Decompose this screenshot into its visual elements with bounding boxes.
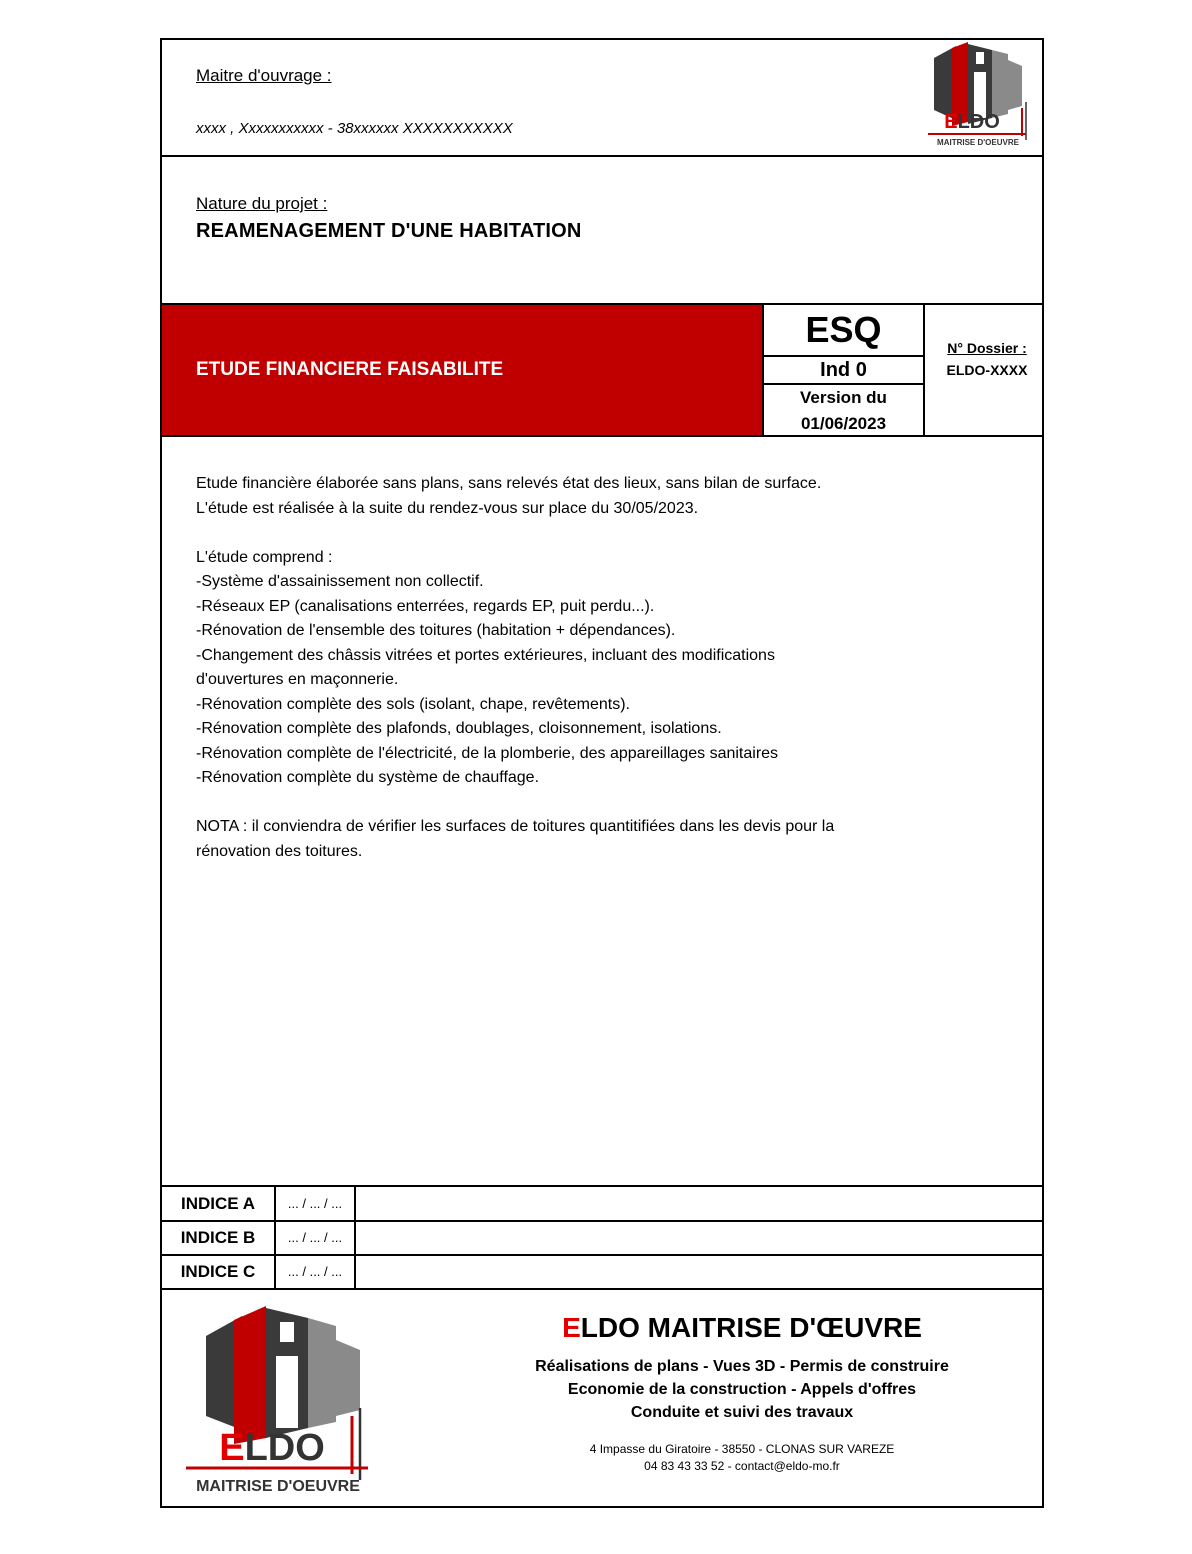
- divider: [162, 155, 1042, 157]
- eldo-logo-large: [182, 1298, 382, 1498]
- index-row-b: [162, 1221, 1042, 1255]
- list-item: -Rénovation complète des plafonds, doublages, cloisonnement, isolations.: [196, 720, 722, 737]
- index-row-label: INDICE C: [180, 1262, 256, 1281]
- index-row-notes: [356, 1255, 1042, 1289]
- company-name: [462, 1312, 1022, 1344]
- address: 4 Impasse du Giratoire - 38550 - CLONAS SUR VAREZE: [589, 1442, 895, 1456]
- index-row-date: ... / ... / ...: [274, 1255, 356, 1289]
- index-row-date: ... / ... / ...: [274, 1187, 356, 1221]
- tagline-line: Réalisations de plans - Vues 3D - Permis de construire: [535, 1358, 949, 1375]
- nature-label: Nature du projet :: [196, 194, 328, 213]
- index-row-label: INDICE B: [180, 1228, 256, 1247]
- dossier-label: N° Dossier :: [947, 340, 1027, 356]
- index-row-label: INDICE A: [181, 1194, 255, 1213]
- intro-line: Etude financière élaborée sans plans, sans relevés état des lieux, sans bilan de surface.: [196, 475, 822, 492]
- index-row-c: [162, 1255, 1042, 1289]
- list-item: -Réseaux EP (canalisations enterrées, regards EP, puit perdu...).: [196, 597, 655, 615]
- company-name-rest: LDO MAITRISE D'ŒUVRE: [580, 1312, 922, 1343]
- svg-text:ELDO: ELDO: [219, 1427, 325, 1469]
- logo-small-subtext: MAITRISE D'OEUVRE: [937, 138, 1019, 147]
- list-item: -Changement des châssis vitrées et portes extérieures, incluant des modifications: [196, 646, 775, 664]
- version-block: [764, 385, 923, 437]
- eldo-logo-small: [922, 42, 1032, 150]
- list-item: -Rénovation complète des sols (isolant, chape, revêtements).: [196, 695, 630, 713]
- version-date: 01/06/2023: [800, 414, 887, 433]
- owner-value: xxxx , Xxxxxxxxxxx - 38xxxxxx XXXXXXXXXXX: [196, 120, 513, 137]
- tagline-line: Conduite et suivi des travaux: [630, 1404, 854, 1421]
- document-frame: [160, 38, 1044, 1508]
- index-row-notes: [356, 1221, 1042, 1255]
- title-band: [162, 305, 762, 435]
- logo-large-subtext: MAITRISE D'OEUVRE: [196, 1478, 360, 1495]
- divider: [162, 435, 1042, 437]
- nota-line: NOTA : il conviendra de vérifier les surfaces de toitures quantitifiées dans les devis pour la: [196, 818, 835, 835]
- svg-text:ELDO: ELDO: [944, 111, 1000, 133]
- list-item: -Rénovation complète de l'électricité, de la plomberie, des appareillages sanitaires: [196, 744, 779, 762]
- intro-line: L'étude est réalisée à la suite du rendez-vous sur place du 30/05/2023.: [196, 499, 699, 517]
- list-item: -Système d'assainissement non collectif.: [196, 573, 484, 590]
- index-row-a: [162, 1187, 1042, 1221]
- tagline-line: Economie de la construction - Appels d'offres: [567, 1381, 917, 1398]
- nota-line: rénovation des toitures.: [196, 842, 363, 860]
- index-row-notes: [356, 1187, 1042, 1221]
- phase-box: [762, 305, 925, 437]
- dossier-value: ELDO-XXXX: [946, 362, 1028, 378]
- list-item: -Rénovation de l'ensemble des toitures (habitation + dépendances).: [196, 622, 676, 639]
- list-item: -Rénovation complète du système de chauffage.: [196, 769, 540, 786]
- company-name-accent: E: [562, 1312, 581, 1343]
- index-row-date: ... / ... / ...: [274, 1221, 356, 1255]
- study-title: ETUDE FINANCIERE FAISABILITE: [196, 359, 504, 380]
- phase-code: ESQ: [764, 305, 923, 357]
- list-item: d'ouvertures en maçonnerie.: [196, 671, 399, 688]
- study-description: [196, 472, 996, 864]
- index-label: Ind 0: [764, 357, 923, 385]
- divider: [162, 1288, 1042, 1290]
- includes-label: L'étude comprend :: [196, 548, 333, 566]
- owner-label: Maitre d'ouvrage :: [196, 66, 332, 85]
- contact-info: 04 83 43 33 52 - contact@eldo-mo.fr: [644, 1459, 840, 1473]
- version-label: Version du: [800, 388, 887, 407]
- nature-value: REAMENAGEMENT D'UNE HABITATION: [196, 220, 582, 242]
